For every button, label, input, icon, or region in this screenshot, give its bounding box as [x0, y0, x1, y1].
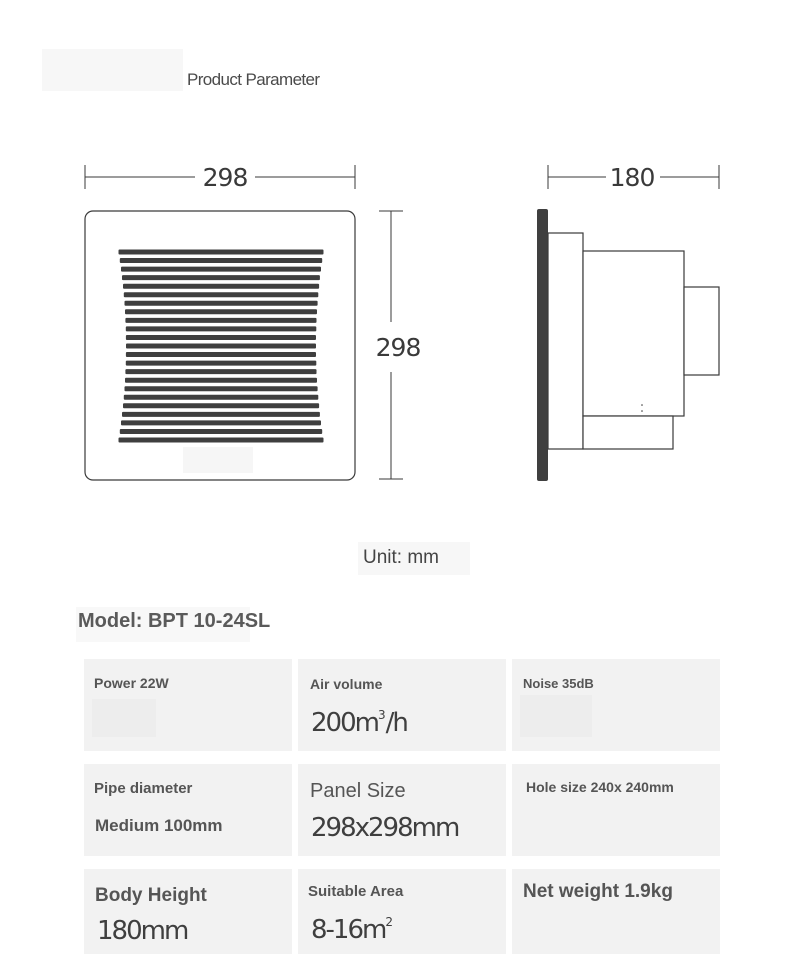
side-depth-label: 180	[609, 163, 655, 192]
pipe-label: Pipe diameter	[94, 780, 193, 797]
grille-slat	[125, 309, 317, 314]
side-depth-dimension	[548, 163, 719, 192]
grille-slat	[125, 386, 318, 391]
spec-card-air-volume	[298, 659, 506, 751]
header-title: Product Parameter	[187, 70, 320, 89]
grille-slat	[122, 412, 320, 417]
grille-slat	[126, 344, 316, 349]
grille-slat	[125, 318, 316, 323]
pipe-value: Medium 100mm	[95, 816, 223, 835]
hole-label: Hole size 240x 240mm	[526, 779, 674, 795]
spec-card-noise	[512, 659, 720, 751]
weight-label: Net weight 1.9kg	[523, 881, 673, 902]
height-label: Body Height	[95, 885, 207, 906]
grille-slat	[123, 284, 319, 289]
grille-slat	[126, 361, 316, 366]
spec-card-weight	[512, 869, 720, 954]
power-label: Power 22W	[94, 675, 169, 691]
spec-card-power	[84, 659, 292, 751]
spec-card-area	[298, 869, 506, 954]
model-label: Model: BPT 10-24SL	[78, 610, 271, 632]
grille-slat	[121, 267, 321, 272]
grille-slat	[126, 335, 316, 340]
area-value: $8-16m^2$	[311, 915, 393, 945]
grille-slat	[122, 275, 320, 280]
grille-slat	[120, 429, 322, 434]
grille-slat	[125, 301, 318, 306]
panel-label: Panel Size	[310, 780, 406, 802]
side-view	[537, 209, 719, 481]
grille-slat	[120, 258, 322, 263]
grille-slat	[125, 378, 317, 383]
unit-label: Unit: mm	[363, 547, 439, 568]
grille-slat	[126, 326, 316, 331]
grille-slat	[125, 369, 316, 374]
front-width-label: 298	[202, 163, 248, 192]
noise-label: Noise 35dB	[523, 676, 594, 691]
grille-slat	[119, 250, 324, 255]
grille-slat	[119, 438, 324, 443]
card-patch	[520, 695, 592, 737]
card-patch	[92, 699, 156, 737]
air-volume-label: Air volume	[310, 676, 383, 692]
spec-card-hole	[512, 764, 720, 856]
panel-value: 298x298mm	[311, 813, 459, 843]
air-volume-value: $200m^3/h$	[311, 708, 407, 738]
front-height-dimension	[376, 211, 421, 479]
grille-slat	[124, 395, 318, 400]
height-value: 180mm	[97, 916, 188, 946]
grille-slat	[123, 403, 319, 408]
spec-card-pipe	[84, 764, 292, 856]
front-grille	[119, 250, 324, 443]
area-label: Suitable Area	[308, 883, 404, 900]
front-width-dimension	[85, 163, 355, 192]
front-panel-label-patch	[183, 447, 253, 473]
spec-card-height	[84, 869, 292, 954]
spec-card-panel	[298, 764, 506, 856]
grille-slat	[121, 420, 321, 425]
grille-slat	[126, 352, 316, 357]
front-height-label: 298	[375, 333, 421, 362]
grille-slat	[124, 292, 318, 297]
